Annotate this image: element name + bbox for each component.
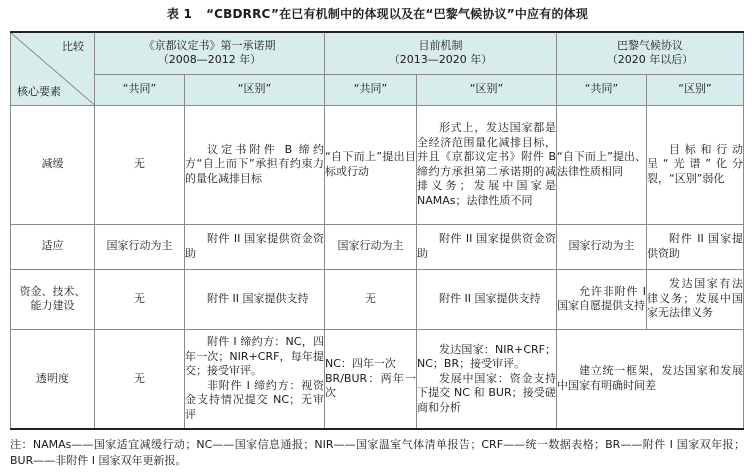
- row-label-transparency: 透明度: [11, 329, 95, 429]
- transparency-kyoto-common: 无: [95, 329, 185, 429]
- corner-header-cell: [11, 32, 95, 105]
- mitigation-current-common: “自下而上”提出目标或行动: [325, 105, 417, 224]
- paris-difference-header: “区别”: [647, 74, 744, 105]
- table-row: [11, 224, 744, 269]
- finance-paris-common: 允许非附件 I 国家自愿提供支持: [557, 269, 647, 329]
- transparency-current-nc: NC：四年一次: [325, 357, 396, 370]
- transparency-current-developing: 发展中国家：资金支持下提交 NC 和 BUR；接受磋商和分析: [417, 371, 556, 414]
- transparency-paris-merged: 建立统一框架，发达国家和发展中国家有明确时间差: [557, 329, 744, 429]
- finance-current-common: 无: [325, 269, 417, 329]
- finance-kyoto-difference: 附件 II 国家提供支持: [185, 269, 325, 329]
- table-note: 注：NAMAs——国家适宜减缓行动；NC——国家信息通报；NIR——国家温室气体清单报告；CRF——统一数据表格；BR——附件 I 国家双年报；BUR——非附件 I 国家双年更新报。: [10, 438, 745, 467]
- row-label-finance-line1: 资金、技术、: [19, 284, 86, 298]
- paris-header-line1: 巴黎气候协议: [617, 38, 683, 52]
- current-header-line1: 目前机制: [418, 38, 463, 52]
- mitigation-kyoto-common: 无: [95, 105, 185, 224]
- kyoto-header: [95, 32, 325, 74]
- row-label-finance-tech-capacity: [11, 269, 95, 329]
- table-title: [0, 5, 755, 22]
- row-label-mitigation: 减缓: [11, 105, 95, 224]
- mitigation-kyoto-difference: 议定书附件 B 缔约方“自上而下”承担有约束力的量化减排目标: [185, 105, 325, 224]
- header-row-1: [11, 32, 744, 74]
- mitigation-current-difference: 形式上，发达国家都是全经济范围量化减排目标，并且《京都议定书》附件 B 缔约方承担第二承诺期的减排义务；发展中国家是 NAMAs；法律性质不同: [417, 105, 557, 224]
- current-header-line2: （2013—2020 年）: [388, 53, 493, 67]
- transparency-current-developed: 发达国家：NIR+CRF；NC；BR；接受审评。: [417, 342, 556, 370]
- table-number: 表 1: [166, 7, 193, 21]
- current-mechanism-header: [325, 32, 557, 74]
- kyoto-header-line2: （2008—2012 年）: [157, 53, 262, 67]
- comparison-table: [10, 31, 744, 430]
- header-row-2: [11, 74, 744, 105]
- kyoto-header-line1: 《京都议定书》第一承诺期: [143, 38, 276, 52]
- finance-current-difference: 附件 II 国家提供支持: [417, 269, 557, 329]
- transparency-current-common: [325, 329, 417, 429]
- kyoto-common-header: “共同”: [95, 74, 185, 105]
- table-row: [11, 329, 744, 429]
- adaptation-paris-common: 国家行动为主: [557, 224, 647, 269]
- current-difference-header: “区别”: [417, 74, 557, 105]
- transparency-kyoto-difference: [185, 329, 325, 429]
- paris-common-header: “共同”: [557, 74, 647, 105]
- mitigation-paris-common: “自下而上”提出、法律性质相同: [557, 105, 647, 224]
- current-common-header: “共同”: [325, 74, 417, 105]
- finance-paris-difference: 发达国家有法律义务；发展中国家无法律义务: [647, 269, 744, 329]
- adaptation-kyoto-difference: 附件 II 国家提供资金资助: [185, 224, 325, 269]
- corner-label-core-elements: 核心要素: [17, 85, 61, 98]
- adaptation-kyoto-common: 国家行动为主: [95, 224, 185, 269]
- table-row: [11, 105, 744, 224]
- transparency-current-br-bur: BR/BUR：两年一次: [325, 371, 416, 399]
- table-row: [11, 269, 744, 329]
- adaptation-paris-difference: 附件 II 国家提供资助: [647, 224, 744, 269]
- paris-header: [557, 32, 744, 74]
- corner-label-compare: 比较: [62, 40, 84, 53]
- finance-kyoto-common: 无: [95, 269, 185, 329]
- transparency-kyoto-non-annex1: 非附件 I 缔约方：视资金支持情况提交 NC；无审评: [185, 378, 324, 421]
- mitigation-paris-difference: 目标和行动呈“光谱”化分裂，“区别”弱化: [647, 105, 744, 224]
- table-title-text: “CBDRRC”在已有机制中的体现以及在“巴黎气候协议”中应有的体现: [206, 7, 589, 21]
- row-label-adaptation: 适应: [11, 224, 95, 269]
- paris-header-line2: （2020 年以后）: [606, 53, 694, 67]
- row-label-finance-line2: 能力建设: [30, 299, 75, 312]
- transparency-current-difference: [417, 329, 557, 429]
- adaptation-current-difference: 附件 II 国家提供资金资助: [417, 224, 557, 269]
- adaptation-current-common: 国家行动为主: [325, 224, 417, 269]
- transparency-kyoto-annex1: 附件 I 缔约方：NC，四年一次；NIR+CRF，每年提交；接受审评。: [185, 335, 324, 378]
- kyoto-difference-header: “区别”: [185, 74, 325, 105]
